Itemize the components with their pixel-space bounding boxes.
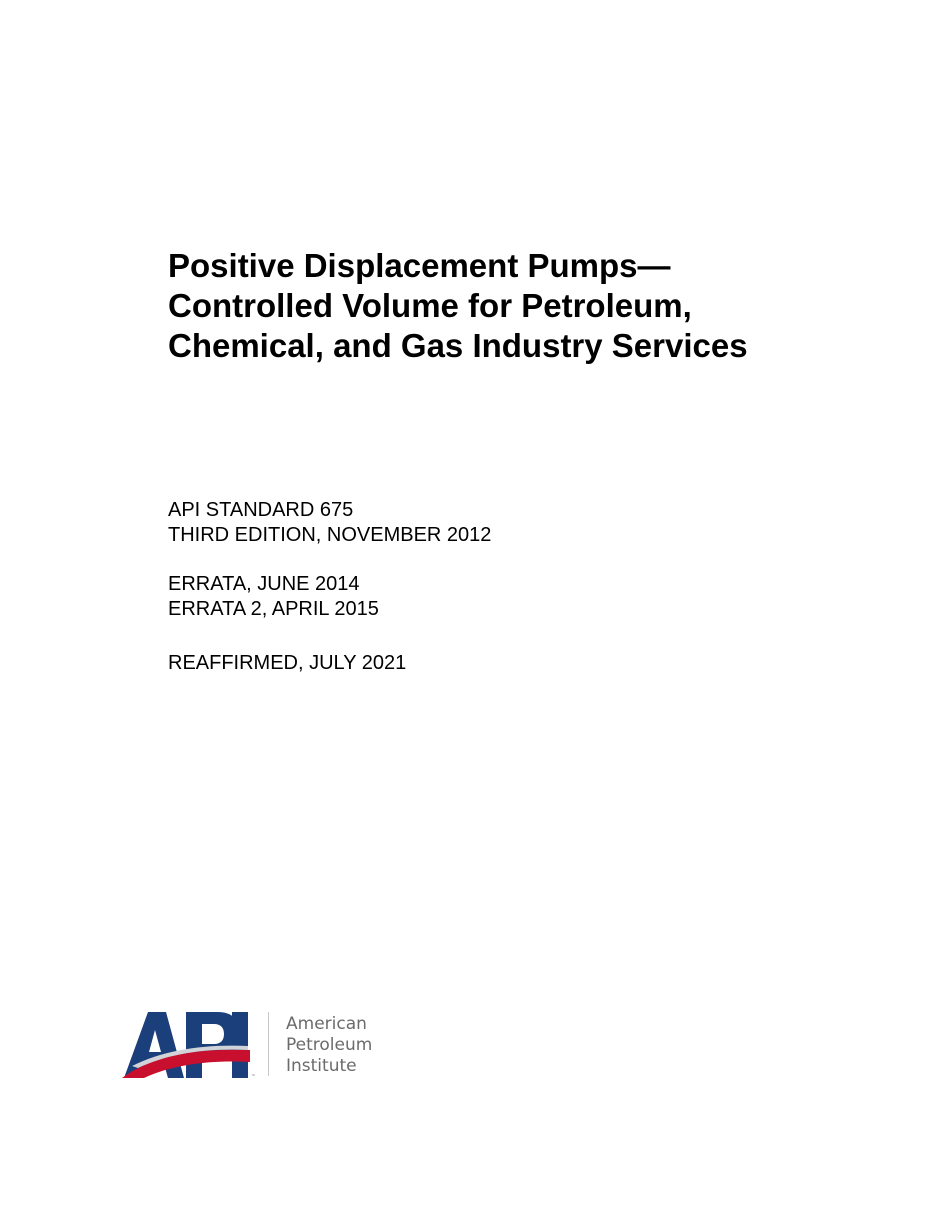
title-line-2: Controlled Volume for Petroleum,: [168, 287, 692, 324]
org-line-3: Institute: [286, 1056, 357, 1076]
org-line-1: American: [286, 1014, 367, 1034]
standard-number: API STANDARD 675: [168, 499, 354, 521]
standard-info: [168, 498, 491, 548]
document-title: [168, 246, 888, 366]
org-line-2: Petroleum: [286, 1035, 373, 1055]
errata-info: [168, 572, 379, 622]
api-logo-icon: [122, 1010, 258, 1080]
logo-divider: [268, 1012, 269, 1076]
errata-2: ERRATA 2, APRIL 2015: [168, 598, 379, 620]
api-logo: [122, 1010, 382, 1082]
trademark-symbol: ™: [251, 1074, 256, 1080]
organization-name: [286, 1014, 372, 1077]
title-line-3: Chemical, and Gas Industry Services: [168, 327, 748, 364]
title-line-1: Positive Displacement Pumps—: [168, 247, 671, 284]
errata-1: ERRATA, JUNE 2014: [168, 573, 360, 595]
reaffirmed-date: REAFFIRMED, JULY 2021: [168, 652, 407, 674]
reaffirmed-info: [168, 651, 406, 676]
edition-date: THIRD EDITION, NOVEMBER 2012: [168, 524, 492, 546]
